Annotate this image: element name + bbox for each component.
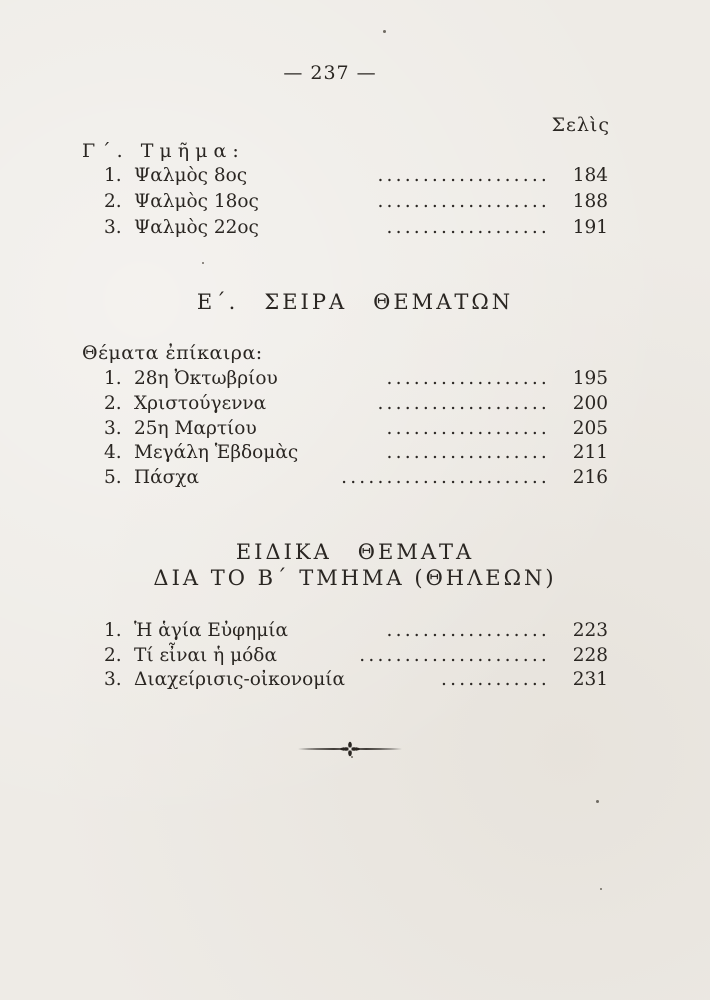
toc-title: Τί εἶναι ἡ μόδα — [134, 645, 277, 666]
toc-row[interactable] — [104, 465, 608, 491]
toc-title: Ψαλμὸς 22ος — [134, 217, 259, 238]
toc-page: 205 — [572, 418, 608, 439]
toc-leader: ................... — [377, 191, 550, 212]
toc-title: Ψαλμὸς 8ος — [134, 165, 248, 186]
toc-row[interactable] — [104, 618, 608, 644]
section-e-heading-word2: ΘΕΜΑΤΩΝ — [373, 290, 514, 314]
section-e-sublabel: Θέματα ἐπίκαιρα: — [82, 342, 263, 364]
toc-title: Χριστούγεννα — [134, 393, 267, 414]
toc-row[interactable] — [104, 416, 608, 442]
toc-page: 191 — [572, 217, 608, 238]
toc-number: 1. — [104, 620, 122, 641]
page-column-label: Σελὶς — [551, 114, 610, 136]
toc-leader: .................. — [386, 442, 550, 463]
toc-page: 184 — [572, 165, 608, 186]
toc-title: Ἡ ἁγία Εὐφημία — [134, 620, 288, 641]
toc-title: Διαχείρισις-οἰκονομία — [134, 669, 346, 690]
toc-title: 28η Ὀκτωβρίου — [134, 368, 278, 389]
toc-leader: .................. — [386, 620, 550, 641]
toc-number: 2. — [104, 645, 122, 666]
toc-leader: ................... — [377, 165, 550, 186]
section-g-label — [82, 140, 245, 162]
toc-number: 3. — [104, 217, 122, 238]
toc-leader: .................. — [386, 418, 550, 439]
toc-row[interactable] — [104, 189, 608, 215]
section-g-label-text: Γ΄. Τμῆμα: — [82, 140, 245, 162]
fleuron-divider-icon — [296, 738, 404, 760]
paper-speck — [202, 262, 204, 264]
toc-leader: ..................... — [359, 645, 550, 666]
toc-leader: .................. — [386, 217, 550, 238]
toc-page: 223 — [572, 620, 608, 641]
special-heading-line2: ΔΙΑ ΤΟ Β΄ ΤΜΗΜΑ (ΘΗΛΕΩΝ) — [153, 566, 557, 590]
paper-speck — [596, 800, 599, 803]
toc-row[interactable] — [104, 215, 608, 241]
section-e-heading-word1: ΣΕΙΡΑ — [264, 290, 348, 314]
toc-page: 200 — [572, 393, 608, 414]
toc-number: 5. — [104, 467, 122, 488]
section-e-heading — [0, 290, 710, 314]
toc-title: 25η Μαρτίου — [134, 418, 257, 439]
toc-title: Πάσχα — [134, 467, 199, 488]
toc-row[interactable] — [104, 163, 608, 189]
toc-row[interactable] — [104, 366, 608, 392]
toc-page: 228 — [572, 645, 608, 666]
toc-number: 1. — [104, 368, 122, 389]
toc-leader: .................. — [386, 368, 550, 389]
toc-leader: ................... — [377, 393, 550, 414]
toc-number: 3. — [104, 418, 122, 439]
section-e-heading-number: Ε΄. — [196, 290, 239, 314]
toc-title: Ψαλμὸς 18ος — [134, 191, 259, 212]
paper-speck — [351, 756, 353, 758]
toc-leader: ............ — [441, 669, 550, 690]
paper-speck — [600, 888, 602, 890]
toc-page: 231 — [572, 669, 608, 690]
toc-row[interactable] — [104, 440, 608, 466]
paper-speck — [383, 30, 386, 33]
toc-number: 4. — [104, 442, 122, 463]
toc-title: Μεγάλη Ἑβδομὰς — [134, 442, 299, 463]
toc-row[interactable] — [104, 391, 608, 417]
toc-row[interactable] — [104, 643, 608, 669]
toc-number: 1. — [104, 165, 122, 186]
toc-page: 211 — [572, 442, 608, 463]
toc-page: 195 — [572, 368, 608, 389]
page-number: — 237 — — [283, 62, 377, 84]
toc-row[interactable] — [104, 667, 608, 693]
toc-page: 188 — [572, 191, 608, 212]
toc-page: 216 — [572, 467, 608, 488]
toc-number: 3. — [104, 669, 122, 690]
special-heading-line1 — [0, 540, 710, 564]
toc-number: 2. — [104, 191, 122, 212]
special-heading-word2: ΘΕΜΑΤΑ — [357, 540, 475, 564]
toc-number: 2. — [104, 393, 122, 414]
toc-leader: ....................... — [341, 467, 550, 488]
special-heading-word1: ΕΙΔΙΚΑ — [235, 540, 332, 564]
